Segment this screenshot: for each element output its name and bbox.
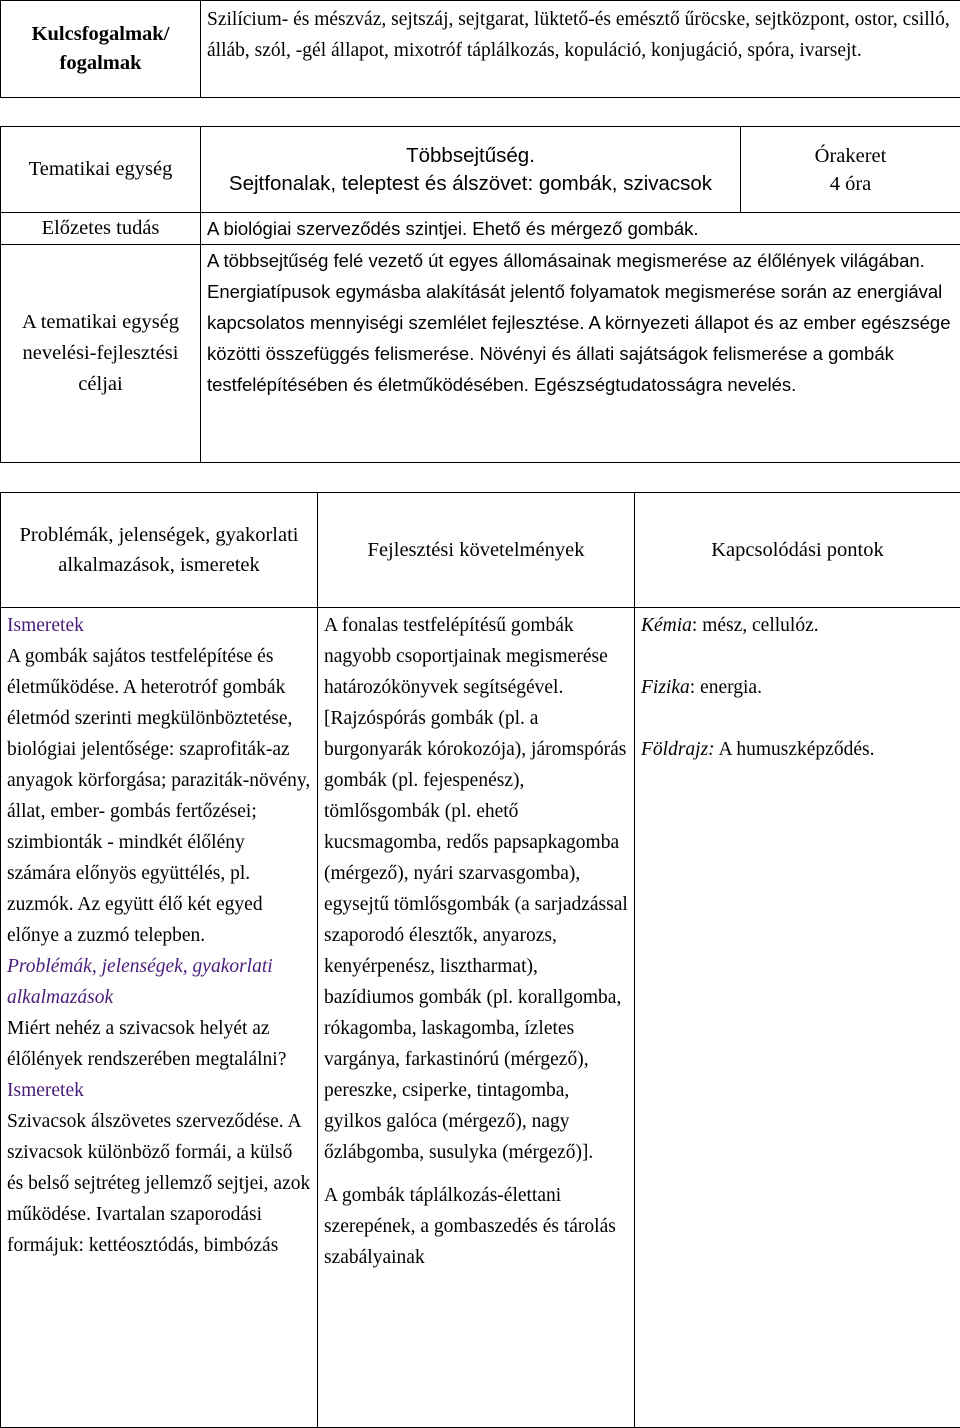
hours bbox=[741, 127, 960, 213]
col2-text-groups: A fonalas testfelépítésű gombák nagyobb csoportjainak megismerése határozókönyvek segítségével. [Rajzóspórás gombák (pl. a burgonyarák kórokozója), járomspórás gombák (pl. fejespenész), tömlősgombák (pl. ehető kucsmagomba, redős papsapkagomba (mérgező), nyári szarvasgomba), egysejtű tömlősgombák (a sarjadzással szaporodó élesztők, anyarozs, kenyérpenész, lisztharmat), bazídiumos gombák (pl. korallgomba, rókagomba, laskagomba, ízletes vargánya, farkastinórú (mérgező), pereszke, csiperke, tintagomba, gyilkos galóca (mérgező), nagy őzlábgomba, susulyka (mérgező)]. bbox=[324, 610, 628, 1168]
content-table bbox=[0, 492, 960, 1428]
col1-text-question: Miért nehéz a szivacsok helyét az élőlények rendszerében megtalálni? bbox=[7, 1013, 311, 1075]
unit-title bbox=[201, 127, 741, 213]
col1-heading-problems: Problémák, jelenségek, gyakorlati alkalmazások bbox=[7, 951, 311, 1013]
goals-label: A tematikai egység nevelési-fejlesztési céljai bbox=[1, 245, 201, 463]
hours-label: Órakeret bbox=[747, 142, 954, 170]
key-concepts-table bbox=[0, 0, 960, 98]
goals-text: A többsejtűség felé vezető út egyes állomásainak megismerése az élőlények világában. Energiatípusok egymásba alakítását jelentő folyamatok megismerése során az energiával kapcsolatos mennyiségi szemlélet fejlesztése. A környezeti állapot és az ember egészsége közötti összefüggés felismerése. Növényi és állati sajátságok felismerése a gombák testfelépítésében és életműködésében. Egészségtudatosságra nevelés. bbox=[201, 245, 960, 463]
key-concepts-label bbox=[1, 1, 201, 98]
thematic-unit-table bbox=[0, 126, 960, 463]
col1-heading-knowledge: Ismeretek bbox=[7, 610, 311, 641]
col3-content bbox=[635, 608, 960, 1428]
link-geography bbox=[641, 734, 954, 765]
key-concepts-label-text: Kulcsfogalmak/ fogalmak bbox=[32, 23, 170, 74]
link-physics: Fizika: energia. bbox=[641, 672, 954, 703]
link-chemistry: Kémia: mész, cellulóz. bbox=[641, 610, 954, 641]
hours-value: 4 óra bbox=[747, 170, 954, 198]
col1-header: Problémák, jelenségek, gyakorlati alkalmazások, ismeretek bbox=[1, 493, 318, 608]
link-geography-text: A humuszképződés. bbox=[715, 739, 875, 760]
col1-text-fungi: A gombák sajátos testfelépítése és életműködése. A heterotróf gombák életmód szerinti megkülönböztetése, biológiai jelentősége: szaprofiták-az anyagok körforgása; paraziták-növény, állat, ember- gombás fertőzései; szimbionták - mindkét élőlény számára előnyös együttélés, pl. zuzmók. Az együtt élő két egyed előnye a zuzmó telepben. bbox=[7, 641, 311, 951]
col2-text-nutrition: A gombák táplálkozás-élettani szerepének, a gombaszedés és tárolás szabályainak bbox=[324, 1180, 628, 1273]
key-concepts-text: Szilícium- és mészváz, sejtszáj, sejtgarat, lüktető-és emésztő űröcske, sejtközpont, ostor, csilló, álláb, szól, -gél állapot, mixotróf táplálkozás, kopuláció, konjugáció, spóra, ivarsejt. bbox=[201, 1, 960, 98]
unit-title-line2: Sejtfonalak, teleptest és álszövet: gombák, szivacsok bbox=[207, 170, 734, 198]
col2-content bbox=[318, 608, 635, 1428]
col2-header: Fejlesztési követelmények bbox=[318, 493, 635, 608]
col1-text-sponges: Szivacsok álszövetes szerveződése. A szivacsok különböző formái, a külső és belső sejtréteg jellemző sejtjei, azok működése. Ivartalan szaporodási formájuk: kettéosztódás, bimbózás bbox=[7, 1106, 311, 1261]
prior-knowledge-text: A biológiai szerveződés szintjei. Ehető és mérgező gombák. bbox=[201, 213, 960, 245]
unit-label: Tematikai egység bbox=[1, 127, 201, 213]
unit-title-line1: Többsejtűség. bbox=[207, 142, 734, 170]
link-geography-subject: Földrajz: bbox=[641, 739, 715, 760]
col1-heading-knowledge-2: Ismeretek bbox=[7, 1075, 311, 1106]
prior-knowledge-label: Előzetes tudás bbox=[1, 213, 201, 245]
col1-content bbox=[1, 608, 318, 1428]
col3-header: Kapcsolódási pontok bbox=[635, 493, 960, 608]
